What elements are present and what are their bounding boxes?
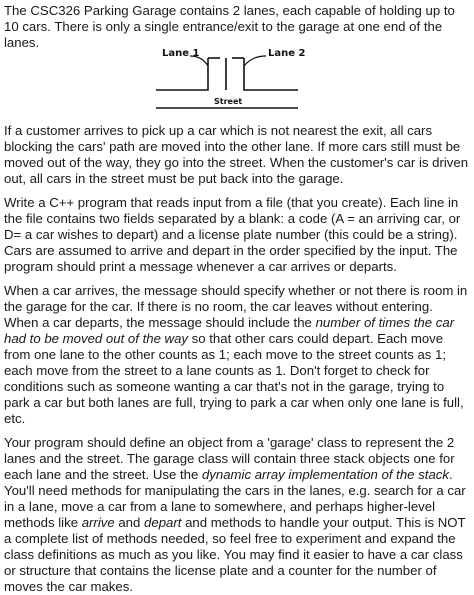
lane2-label: Lane 2 bbox=[268, 48, 306, 59]
p4-text-a: Your program should define an object from a 'garage' class to represent the 2 lanes and the street. The garage class will contain three stack objects one for each lane and the street. Use the bbox=[4, 435, 455, 482]
lane1-label: Lane 1 bbox=[162, 48, 200, 59]
lane2-arrow bbox=[244, 56, 266, 66]
paragraph-2: Write a C++ program that reads input from a file (that you create). Each line in the file contains two fields separated by a blank: a code (A = an arriving car, or D= a car wishes to depart) and a license plate number (this could be a string). Cars are assumed to arrive and depart in the order specified by the input. The program should print a message whenever a car arrives or departs. bbox=[4, 195, 461, 274]
garage-diagram bbox=[148, 42, 328, 114]
garage-diagram-svg bbox=[148, 42, 328, 114]
lane2-right-wall bbox=[244, 58, 298, 90]
p4-italic-depart: depart bbox=[144, 515, 182, 530]
lane1-left-wall bbox=[156, 58, 208, 90]
p3-text-a: When a car arrives, the message should specify whether or not there is room in the garage for the car. If there is no room, the car leaves without entering. When a car departs, the message should include the bbox=[4, 283, 468, 330]
paragraph-4 bbox=[4, 435, 470, 595]
p4-text-b: . You'll need methods for manipulating the cars in the lanes, e.g. search for a car in a lane, move a car from a lane to somewhere, and perhaps higher-level methods like bbox=[4, 467, 466, 530]
p4-text-c: and bbox=[114, 515, 145, 530]
p4-italic-stack: dynamic array implementation of the stack bbox=[201, 467, 449, 482]
p3-italic-moves: number of times the car had to be moved out of the way bbox=[4, 315, 455, 346]
p4-italic-arrive: arrive bbox=[81, 515, 115, 530]
street-label: Street bbox=[214, 97, 243, 106]
p4-text-d: and methods to handle your output. This is NOT a complete list of methods needed, so feel free to experiment and expand the class definitions as much as you like. You may find it easier to have a car class or structure that contains the license plate and a counter for the number of moves the car makes. bbox=[4, 515, 466, 594]
paragraph-3 bbox=[4, 283, 470, 427]
intro-paragraph: The CSC326 Parking Garage contains 2 lanes, each capable of holding up to 10 cars. There is only a single entrance/exit to the garage at one end of the lanes. bbox=[4, 3, 455, 50]
p3-text-b: so that other cars could depart. Each move from one lane to the other counts as 1; each move to the street counts as 1; each move from the street to a lane counts as 1. Don't forget to check for conditions such as someone wanting a car that's not in the garage, trying to park a car but both lanes are full, trying to park a car when only one lane is full, etc. bbox=[4, 331, 464, 426]
paragraph-1: If a customer arrives to pick up a car which is not nearest the exit, all cars blocking the cars' path are moved into the other lane. If more cars still must be moved out of the way, they go into the street. When the customer's car is driven out, all cars in the street must be put back into the garage. bbox=[4, 123, 469, 186]
